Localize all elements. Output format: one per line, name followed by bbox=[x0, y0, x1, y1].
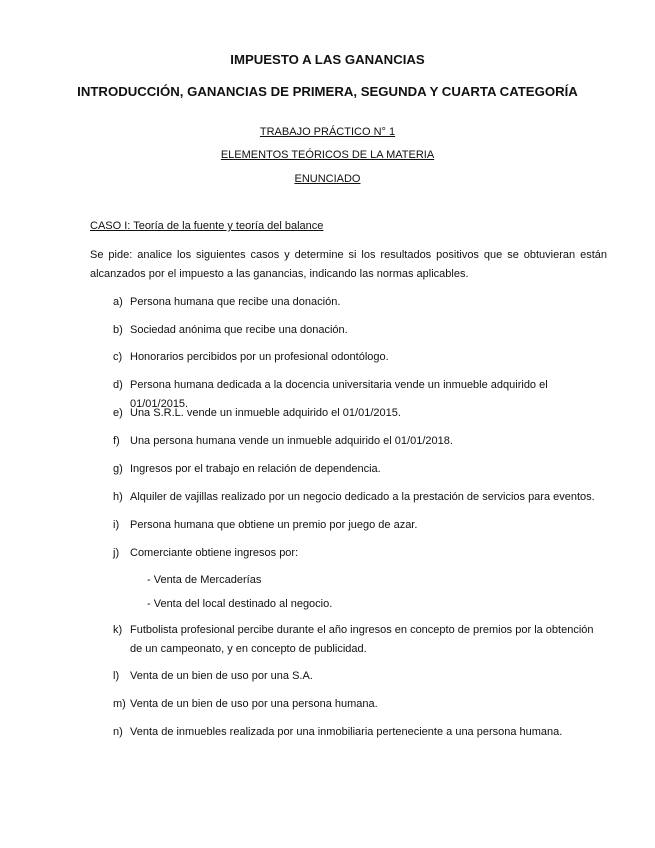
document-title: IMPUESTO A LAS GANANCIAS bbox=[230, 52, 425, 67]
list-item-text: Persona humana dedicada a la docencia universitaria vende un inmueble adquirido el 01/01/2015. bbox=[130, 379, 548, 410]
list-item-label: n) bbox=[113, 726, 123, 738]
list-item-label: a) bbox=[113, 296, 123, 308]
list-item bbox=[113, 621, 607, 659]
list-item bbox=[113, 667, 607, 686]
list-item bbox=[113, 695, 607, 714]
list-item-label: m) bbox=[113, 698, 126, 710]
list-item bbox=[113, 321, 607, 340]
list-item-label: f) bbox=[113, 435, 120, 447]
list-item bbox=[113, 432, 607, 451]
list-item-text: Futbolista profesional percibe durante el año ingresos en concepto de premios por la obtención de un campeonato, y en concepto de publicidad. bbox=[130, 624, 594, 655]
case-instruction: Se pide: analice los siguientes casos y determine si los resultados positivos que se obtuvieran están alcanzados por el impuesto a las ganancias, indicando las normas aplicables. bbox=[90, 249, 607, 280]
list-item-text: Ingresos por el trabajo en relación de dependencia. bbox=[130, 463, 381, 475]
list-item bbox=[113, 404, 607, 423]
list-item bbox=[113, 460, 607, 479]
statement-heading: ENUNCIADO bbox=[294, 173, 361, 185]
list-item-text: Sociedad anónima que recibe una donación. bbox=[130, 324, 348, 336]
list-item bbox=[113, 516, 607, 535]
list-item bbox=[113, 488, 607, 507]
list-item-text: Venta de un bien de uso por una persona humana. bbox=[130, 698, 378, 710]
list-item-label: i) bbox=[113, 519, 120, 531]
list-item-text: Comerciante obtiene ingresos por: bbox=[130, 547, 299, 559]
document-subtitle: INTRODUCCIÓN, GANANCIAS DE PRIMERA, SEGUNDA Y CUARTA CATEGORÍA bbox=[77, 84, 578, 99]
list-item-label: d) bbox=[113, 379, 123, 391]
list-item-text: Venta de inmuebles realizada por una inmobiliaria perteneciente a una persona humana. bbox=[130, 726, 563, 738]
list-item-label: j) bbox=[113, 547, 120, 559]
list-item-label: h) bbox=[113, 491, 123, 503]
list-item bbox=[113, 723, 607, 742]
list-item-text: Una S.R.L. vende un inmueble adquirido el 01/01/2015. bbox=[130, 407, 401, 419]
list-item-label: c) bbox=[113, 351, 123, 363]
list-item-text: Persona humana que recibe una donación. bbox=[130, 296, 341, 308]
list-item-label: g) bbox=[113, 463, 123, 475]
list-item-label: b) bbox=[113, 324, 123, 336]
theory-heading: ELEMENTOS TEÓRICOS DE LA MATERIA bbox=[220, 149, 435, 161]
list-item bbox=[113, 293, 607, 312]
list-item-text: Persona humana que obtiene un premio por juego de azar. bbox=[130, 519, 418, 531]
list-item bbox=[113, 544, 607, 563]
list-item-label: e) bbox=[113, 407, 123, 419]
practice-work-heading: TRABAJO PRÁCTICO N° 1 bbox=[259, 126, 396, 138]
list-item-text: Venta de un bien de uso por una S.A. bbox=[130, 670, 313, 682]
sub-list-item: - Venta del local destinado al negocio. bbox=[147, 598, 333, 610]
list-item bbox=[113, 348, 607, 367]
sub-list-item: - Venta de Mercaderías bbox=[147, 574, 262, 586]
list-item-label: k) bbox=[113, 624, 123, 636]
list-item-text: Honorarios percibidos por un profesional odontólogo. bbox=[130, 351, 389, 363]
list-item-text: Una persona humana vende un inmueble adquirido el 01/01/2018. bbox=[130, 435, 453, 447]
list-item-label: l) bbox=[113, 670, 120, 682]
case-title: CASO I: Teoría de la fuente y teoría del balance bbox=[90, 220, 324, 232]
list-item-text: Alquiler de vajillas realizado por un negocio dedicado a la prestación de servicios para eventos. bbox=[130, 491, 595, 503]
